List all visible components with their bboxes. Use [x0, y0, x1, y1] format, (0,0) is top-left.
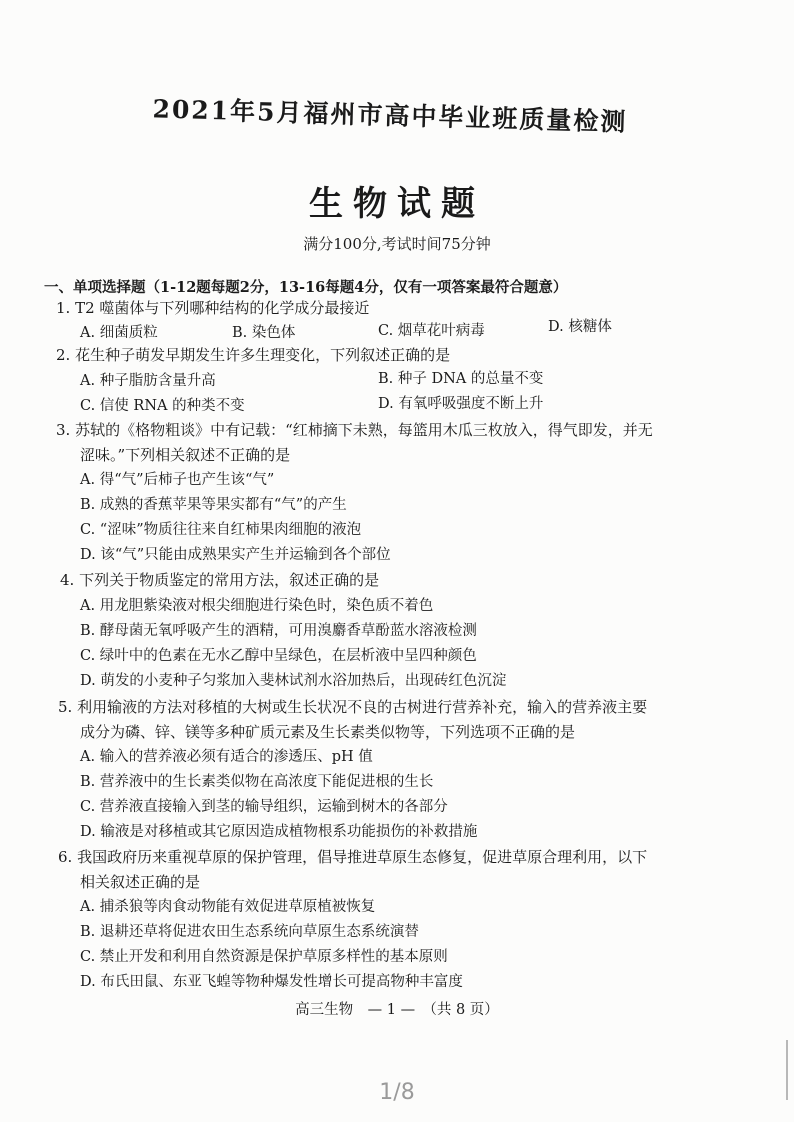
exam-title: 2021年5月福州市高中毕业班质量检测: [152, 94, 628, 137]
question-option: A. 捕杀狼等肉食动物能有效促进草原植被恢复: [80, 899, 376, 915]
score-info: 满分100分,考试时间75分钟: [303, 235, 491, 253]
question-stem: 涩味。”下列相关叙述不正确的是: [80, 446, 291, 464]
question-option: D. 有氧呼吸强度不断上升: [378, 396, 544, 412]
question-option: C. 禁止开发和利用自然资源是保护草原多样性的基本原则: [80, 949, 448, 965]
question-option: A. 得“气”后柿子也产生该“气”: [80, 472, 275, 488]
page-indicator: 1/8: [379, 1080, 415, 1105]
question-option: D. 输液是对移植或其它原因造成植物根系功能损伤的补救措施: [80, 824, 478, 840]
question-stem: 相关叙述正确的是: [80, 873, 201, 891]
question-option: C. 信使 RNA 的种类不变: [80, 398, 245, 414]
question-option: B. 营养液中的生长素类似物在高浓度下能促进根的生长: [80, 774, 434, 790]
section-heading: 一、单项选择题（1-12题每题2分，13-16每题4分，仅有一项答案最符合题意）: [44, 279, 568, 296]
question-stem: 4. 下列关于物质鉴定的常用方法，叙述正确的是: [60, 571, 380, 589]
question-option: B. 退耕还草将促进农田生态系统向草原生态系统演替: [80, 924, 419, 940]
question-option: D. 核糖体: [548, 319, 612, 335]
question-stem: 6. 我国政府历来重视草原的保护管理，倡导推进草原生态修复，促进草原合理利用，以下: [58, 848, 648, 866]
page-footer: 高三生物 — 1 — （共 8 页）: [295, 1002, 499, 1018]
question-option: A. 种子脂肪含量升高: [80, 373, 216, 389]
question-option: C. 营养液直接输入到茎的输导组织，运输到树木的各部分: [80, 799, 448, 815]
question-stem: 3. 苏轼的《格物粗谈》中有记载：“红柿摘下未熟，每篮用木瓜三枚放入，得气即发，并无: [56, 421, 653, 439]
question-option: A. 用龙胆紫染液对根尖细胞进行染色时，染色质不着色: [80, 598, 434, 614]
question-option: B. 成熟的香蕉苹果等果实都有“气”的产生: [80, 497, 347, 513]
question-option: C. 烟草花叶病毒: [378, 323, 485, 339]
question-option: B. 酵母菌无氧呼吸产生的酒精，可用溴麝香草酚蓝水溶液检测: [80, 623, 477, 639]
question-option: C. “涩味”物质往往来自红柿果肉细胞的液泡: [80, 522, 362, 538]
question-stem: 2. 花生种子萌发早期发生许多生理变化，下列叙述正确的是: [56, 346, 451, 364]
question-stem: 成分为磷、锌、镁等多种矿质元素及生长素类似物等，下列选项不正确的是: [80, 723, 576, 741]
question-option: A. 细菌质粒: [80, 325, 158, 341]
question-option: B. 种子 DNA 的总量不变: [378, 371, 544, 387]
subject-title: 生物试题: [309, 184, 485, 224]
question-option: C. 绿叶中的色素在无水乙醇中呈绿色，在层析液中呈四种颜色: [80, 648, 477, 664]
question-option: D. 该“气”只能由成熟果实产生并运输到各个部位: [80, 547, 391, 563]
question-stem: 5. 利用输液的方法对移植的大树或生长状况不良的古树进行营养补充，输入的营养液主要: [58, 698, 648, 716]
question-option: D. 布氏田鼠、东亚飞蝗等物种爆发性增长可提高物种丰富度: [80, 974, 463, 990]
question-option: D. 萌发的小麦种子匀浆加入斐林试剂水浴加热后，出现砖红色沉淀: [80, 673, 507, 689]
scan-edge-line: [786, 1040, 788, 1100]
question-stem: 1. T2 噬菌体与下列哪种结构的化学成分最接近: [56, 299, 370, 317]
question-option: A. 输入的营养液必须有适合的渗透压、pH 值: [80, 749, 373, 765]
question-option: B. 染色体: [232, 325, 296, 341]
